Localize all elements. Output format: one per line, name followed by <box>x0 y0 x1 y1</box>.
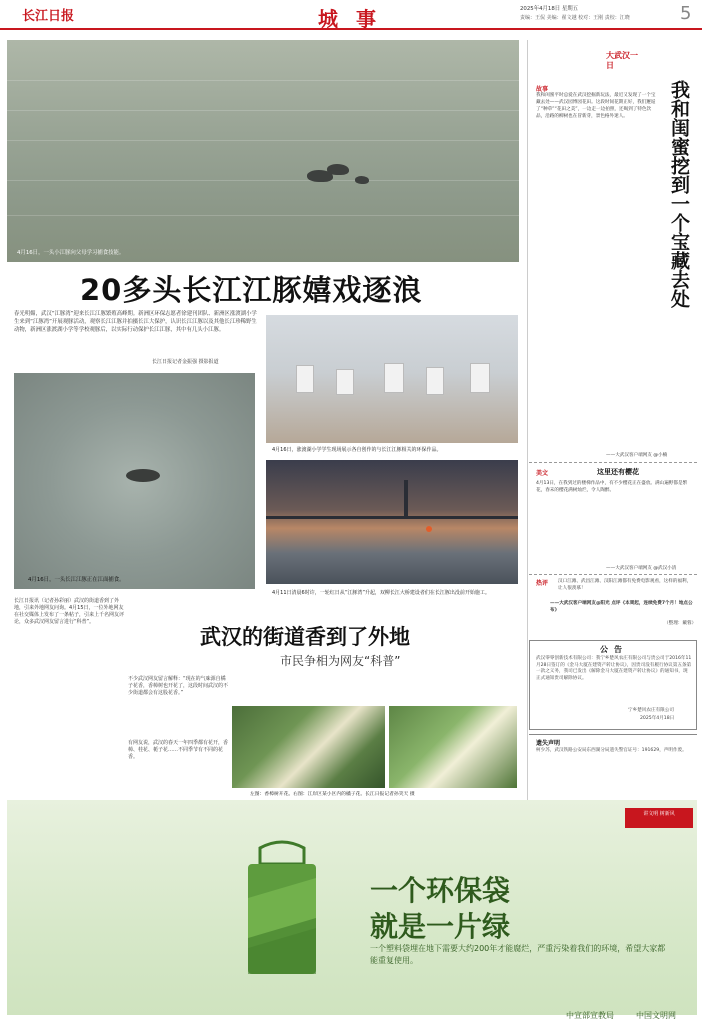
street-headline: 武汉的街道香到了外地 <box>200 625 410 649</box>
ad-title-line1: 一个环保袋 <box>370 874 511 907</box>
editors-line: 责编：王侃 美编：翟文越 校对：王刚 责校：江晓 <box>520 15 630 21</box>
divider <box>529 574 697 575</box>
main-lead: 春光明媚，武汉“江豚湾”迎来长江江豚繁殖高峰期。新洲区环保志愿者徐建刊团队、新洲区涨渡湖小学生来到“江豚湾”开展观豚活动，观察长江江豚并拍摄长江大保护，认识长江江豚以及其他长江珍稀野生动物，新洲区涨渡湖小学等学校观豚后，以实际行动保护长江江豚，其中有几头小江豚。 <box>14 311 257 333</box>
column-divider <box>527 40 528 800</box>
notice-title: 公告 <box>600 645 628 654</box>
hot-editor: （整理：戴蓉） <box>664 621 697 626</box>
beauty-credit: ——大武汉客户端网友 @武汉小清 <box>606 566 677 571</box>
story-logo-text: 大武汉一日 <box>606 50 638 70</box>
river-photo-caption: 4月16日，一头小江豚向父母学习捕食技能。 <box>17 250 125 256</box>
beauty-text: 4月13日，在我到过的楼梯作品中，有不少樱花正在盛放。满山遍野都是繁花，春末的樱花满树灿烂，令人陶醉。 <box>536 481 688 493</box>
ad-footer-left: 中宣部宣教局 <box>566 1011 614 1020</box>
river-photo <box>7 40 519 262</box>
story-logo <box>606 50 644 74</box>
lost-body: 柯少苏，武汉铁路公安局东西湖分局遗失警官证号：191629，声明作废。 <box>536 748 687 753</box>
flower-photo-caption: 左图：香樟树开花。右图：江岸区某小区内的橘子花。长江日报记者孙笑天 摄 <box>250 792 415 797</box>
story-tag: 故事 <box>536 86 549 93</box>
divider <box>529 462 697 463</box>
orange-flower-photo <box>389 706 517 788</box>
street-subhead: 市民争相为网友“科普” <box>280 654 401 668</box>
divider <box>529 734 697 735</box>
hot-credit: ——大武汉客户端网友@阳光 点评《本周起，连续免费7个月！地点公布》 <box>550 601 693 613</box>
green-bag-illustration <box>240 838 324 988</box>
story-title: 我和闺蜜挖到一个宝藏去处 <box>668 80 690 308</box>
section-title: 城事 <box>318 7 394 31</box>
public-service-ad <box>7 800 697 1015</box>
ad-tag: 讲文明 树新风 <box>625 808 693 828</box>
street-col-mid: 不少武汉网友留言解释：“现在的气味源自橘子花香，香樟树也开花了，这段时间武汉的不少街道都会有这股花香。” <box>128 676 229 696</box>
page-number: 5 <box>680 3 692 24</box>
paper-name: 长江日报 <box>22 9 75 24</box>
ad-title-line2: 就是一片绿 <box>370 910 511 943</box>
bridge-photo-caption: 4月11日清晨6时许，一轮红日从“江豚湾”升起，双柳长江大桥建设者们在长江豚出没前开始施工。 <box>272 590 490 596</box>
main-credit: 长江日报记者金振强 摄影报道 <box>152 359 219 365</box>
hot-tag: 热评 <box>536 580 549 587</box>
ad-footer-right: 中国文明网 <box>636 1011 676 1020</box>
students-photo-caption: 4月16日，涨渡湖小学学生现场展示各自创作的与长江江豚相关的环保作品。 <box>272 447 442 453</box>
dateline: 2025年4月18日 星期五 <box>520 6 579 12</box>
story-text: 我和闺蜜平时总爱在武汉挖掘新玩法，最近又发现了一个宝藏去处——武汉园博园花田。这段时间花期正好，我们邂逅了“种草”“花田之美”，一边走一边拍照，还喝到了特色饮品，沿路的柳树也在冒新芽，景色格外迷人。 <box>536 93 656 119</box>
camphor-flower-photo <box>232 706 385 788</box>
beauty-title: 这里还有樱花 <box>597 468 639 476</box>
bridge-sunrise-photo <box>266 460 518 584</box>
main-headline: 20多头长江江豚嬉戏逐浪 <box>80 273 423 307</box>
notice-body: 武汉零零创新技术有限公司：我宁乡楚风农庄有限公司与贵公司于2016年11月28日签订的《金马大厦在建资产转让协议》，因贵司没有履行协议第五条第一款之义务，我司已发出《解除金马大厦在建资产转让协议》的通知书，现正式通知贵司解除协议。 <box>536 656 692 681</box>
notice-date: 2025年4月18日 <box>640 716 675 721</box>
finless-photo-caption: 4月16日，一头长江江豚正在江面捕食。 <box>28 577 125 583</box>
street-col-left: 长江日报讯（记者孙彩丽）武汉的街道香到了外地，引来外地网友问询。4月15日，一位外地网友在社交媒体上发布了一条帖子，引来上千名网友评论，众多武汉网友留言进行“科普”。 <box>14 598 125 625</box>
finless-porpoise-photo <box>14 373 255 589</box>
ad-subtitle: 一个塑料袋埋在地下需要大约200年才能腐烂，严重污染着我们的环境，希望大家都能重复使用。 <box>370 944 666 965</box>
lost-title: 遗失声明 <box>536 740 561 747</box>
street-col-mid-2: 有网友说，武汉的春天一年四季都有花开，香樟、桂花、栀子花……不同季节有不同的花香。 <box>128 740 229 760</box>
notice-signer: 宁乡楚风农庄有限公司 <box>628 708 674 713</box>
story-credit: ——大武汉客户端网友 @小楠 <box>606 453 668 458</box>
hot-text: 汉口江滩、武昌江滩、汉阳江滩都有免费电影观看，这样的福利，让人很羡慕！ <box>558 579 692 591</box>
ad-title <box>370 873 510 945</box>
students-photo <box>266 315 518 443</box>
beauty-tag: 美文 <box>536 470 549 477</box>
